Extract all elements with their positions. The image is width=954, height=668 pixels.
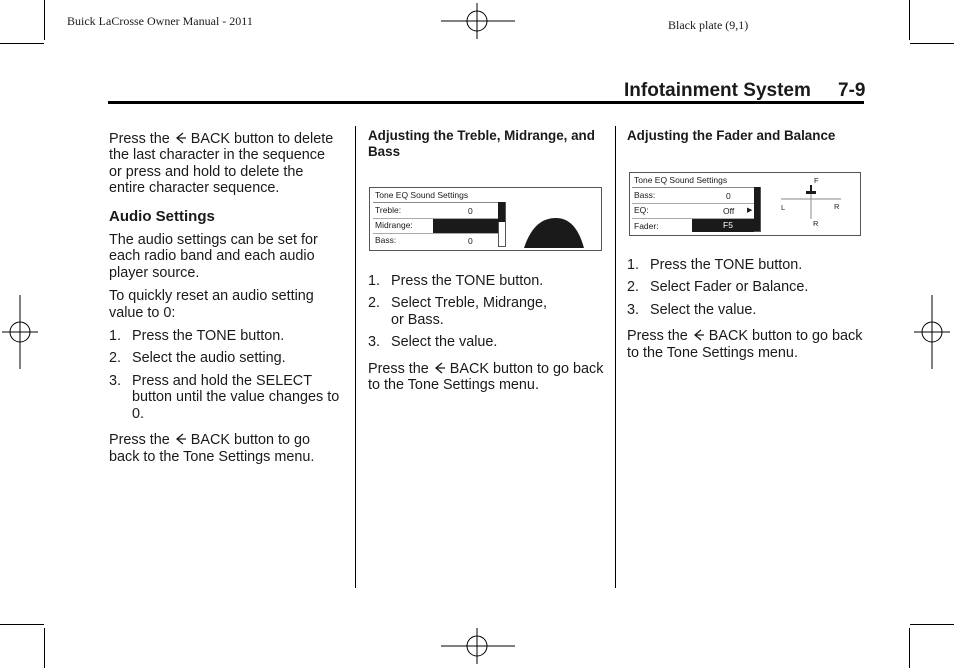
crop-mark [909, 628, 910, 668]
screen-title: Tone EQ Sound Settings [634, 175, 728, 185]
row-label: Treble: [375, 205, 402, 215]
registration-mark-icon [441, 3, 515, 39]
list-item: 2. Select Treble, Midrange, or Bass. [368, 295, 547, 328]
section-title [624, 80, 811, 102]
steps-list [109, 328, 341, 422]
selected-row-highlight [433, 219, 498, 233]
manual-title: Buick LaCrosse Owner Manual - 2011 [67, 14, 253, 28]
right-label: R [834, 202, 840, 211]
screen-title: Tone EQ Sound Settings [375, 190, 469, 200]
chevron-right-icon: ▶ [747, 207, 753, 214]
screen-title-rule [373, 202, 498, 203]
steps-list [368, 273, 604, 351]
row-label: Fader: [634, 221, 659, 231]
back-arrow-icon [174, 131, 187, 145]
audio-settings-paragraph: The audio settings can be set for each radio band and each audio player source. [109, 232, 318, 281]
audio-settings-heading: Audio Settings [109, 207, 215, 225]
fader-screen [629, 172, 861, 236]
row-label: Bass: [634, 190, 656, 200]
list-item: 3. Select the value. [627, 301, 757, 318]
registration-mark-icon [914, 295, 950, 369]
intro-paragraph: Press the BACK button to delete the last character in the sequence or press and hold to delete the entire character sequence. [109, 131, 334, 197]
crop-mark [910, 43, 954, 44]
left-label: L [781, 203, 786, 212]
registration-mark-icon [441, 628, 515, 664]
row-label: EQ: [634, 205, 649, 215]
row-divider [632, 203, 754, 204]
plate-label: Black plate (9,1) [668, 18, 749, 32]
crop-mark [44, 628, 45, 668]
row-value: 0 [468, 236, 473, 246]
column-2-steps [368, 273, 604, 400]
column-divider [355, 126, 356, 588]
row-value: 0 [726, 191, 731, 201]
crop-mark [909, 0, 910, 40]
back-arrow-icon [174, 432, 187, 446]
row-value: Off [723, 206, 735, 216]
column-1 [109, 131, 341, 472]
front-label: F [814, 176, 819, 185]
back-arrow-icon [692, 328, 705, 342]
list-item: 1. Press the TONE button. [368, 273, 544, 289]
treble-heading: Adjusting the Treble, Midrange, and Bass [368, 128, 595, 159]
row-value: 0 [468, 206, 473, 216]
scroll-thumb [498, 202, 505, 222]
back-arrow-icon [433, 361, 446, 375]
reset-paragraph: To quickly reset an audio setting value to 0: [109, 288, 314, 321]
list-item: 3. Select the value. [368, 334, 498, 351]
list-item: 2. Select the audio setting. [109, 350, 286, 367]
header-rule [108, 101, 864, 104]
row-label: Bass: [375, 235, 397, 245]
screen-title-rule [632, 187, 754, 188]
list-item: 3. Press and hold the SELECT button until the value changes to 0. [109, 372, 340, 422]
rear-label: R [813, 219, 819, 228]
crop-mark [44, 0, 45, 40]
fader-balance-graphic [776, 185, 846, 219]
crop-mark [0, 43, 44, 44]
list-item: 2. Select Fader or Balance. [627, 279, 809, 296]
scroll-thumb [754, 187, 760, 231]
page-number: 7-9 [838, 80, 866, 101]
row-divider [373, 233, 498, 234]
fader-heading: Adjusting the Fader and Balance [627, 128, 836, 143]
section-title-text: Infotainment System [624, 80, 811, 101]
column-3-steps [627, 257, 863, 368]
steps-list [627, 257, 863, 318]
tone-eq-screen [369, 187, 602, 251]
row-label: Midrange: [375, 220, 413, 230]
back-paragraph: Press the BACK button to go back to the Tone Settings menu. [368, 360, 604, 394]
column-divider [615, 126, 616, 588]
list-item: 1. Press the TONE button. [109, 328, 285, 345]
eq-curve-graphic [510, 202, 596, 248]
column-2 [368, 128, 604, 164]
registration-mark-icon [2, 295, 38, 369]
list-item: 1. Press the TONE button. [627, 257, 803, 273]
column-3 [627, 128, 863, 148]
crop-mark [910, 624, 954, 625]
row-value: F5 [723, 220, 733, 230]
crop-mark [0, 624, 44, 625]
back-paragraph: Press the BACK button to go back to the Tone Settings menu. [109, 432, 315, 465]
back-paragraph: Press the BACK button to go back to the Tone Settings menu. [627, 328, 863, 361]
